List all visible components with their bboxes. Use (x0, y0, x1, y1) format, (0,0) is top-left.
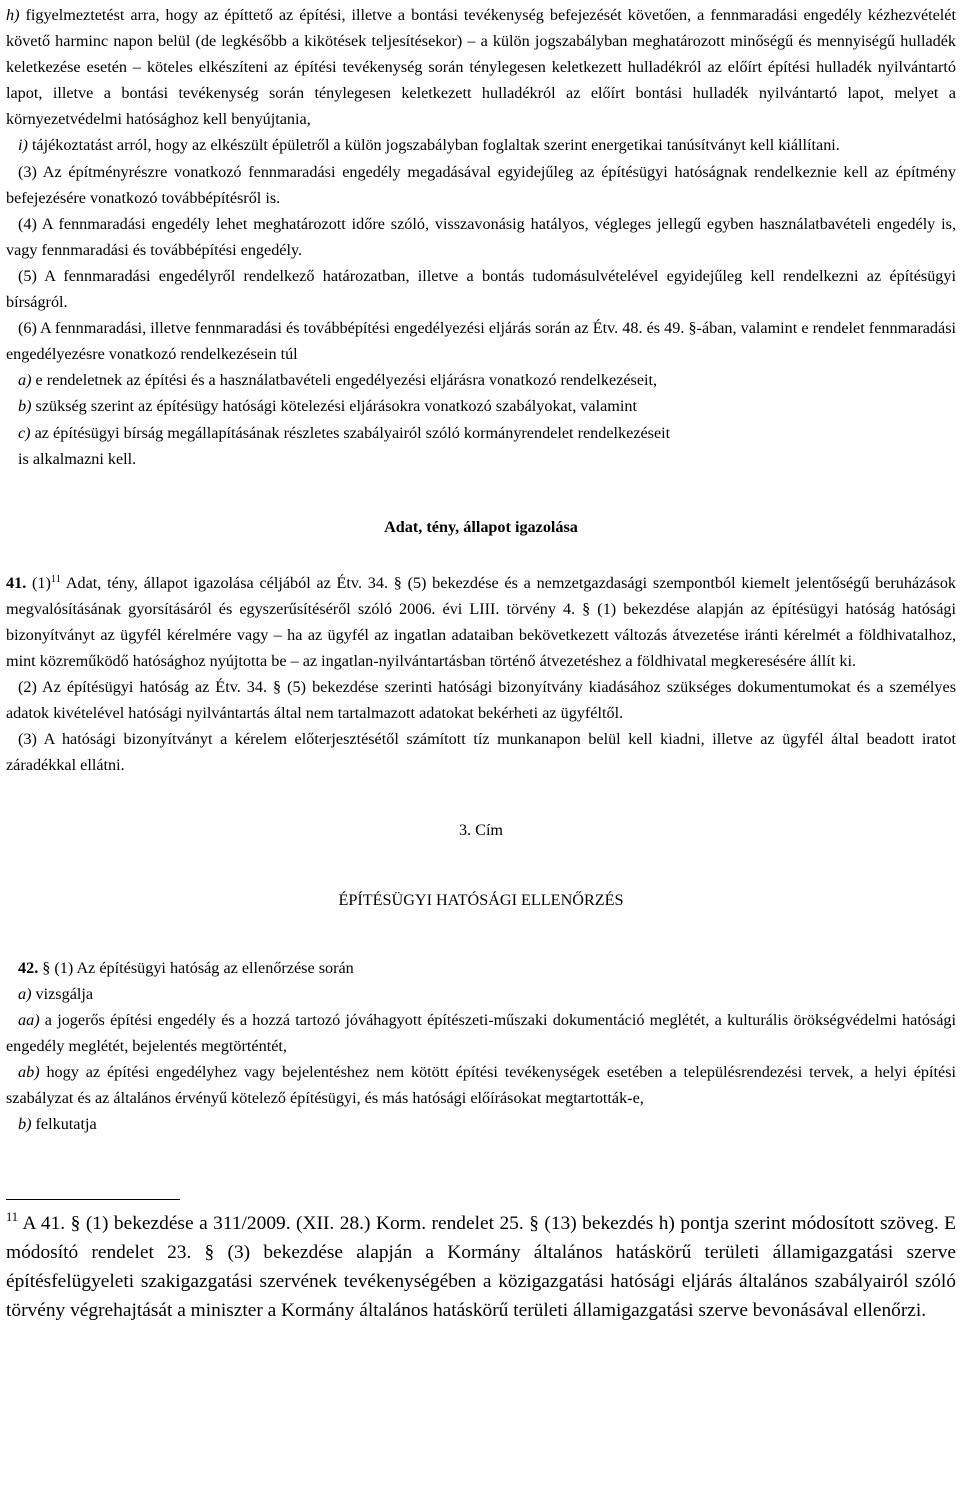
point-label: b) (18, 1115, 32, 1134)
point-label: aa) (18, 1010, 40, 1029)
footnote-reference[interactable]: 11 (50, 573, 61, 585)
point-label: a) (18, 371, 32, 390)
section-41-paragraph-1 (6, 570, 956, 674)
footnote-divider (6, 1199, 180, 1200)
point-label: c) (18, 423, 31, 442)
point-aa (6, 1007, 956, 1059)
section-number: 41. (6, 573, 27, 592)
point-text: hogy az építési engedélyhez vagy bejelentéshez nem kötött építési tevékenységek esetében a településrendezési tervek, a helyi építési szabályzat és az általános érvényű kötelező építésügyi, és más hatósági előírásokat megtartották-e, (6, 1063, 956, 1108)
point-text: a jogerős építési engedély és a hozzá tartozó jóváhagyott építészeti-műszaki dokumentáció meglétét, a kulturális örökségvédelmi hatósági engedély meglétét, bejelentés megtörténtét, (6, 1010, 956, 1055)
point-text: tájékoztatást arról, hogy az elkészült épületről a külön jogszabályban foglaltak szerint energetikai tanúsítványt kell kiállítani. (27, 136, 840, 155)
point-label: b) (18, 397, 32, 416)
point-text: vizsgálja (31, 984, 94, 1003)
point-text: az építésügyi bírság megállapításának részletes szabályairól szóló kormányrendelet rendelkezéseit (30, 423, 671, 442)
point-label: a) (18, 984, 32, 1003)
chapter-number: 3. Cím (458, 820, 504, 839)
section-number: 42. (18, 958, 39, 977)
point-label: h) (6, 6, 20, 24)
footnote-mark: 11 (6, 1210, 19, 1225)
point-a (6, 367, 956, 393)
point-text: e rendeletnek az építési és a használatbavételi engedélyezési eljárásra vonatkozó rendelkezéseit, (31, 371, 658, 390)
point-b (6, 1111, 956, 1137)
section-41-paragraph-3: (3) A hatósági bizonyítványt a kérelem előterjesztésétől számított tíz munkanapon belül kell kiadni, illetve az ügyfél által beadott iratot záradékkal ellátni. (6, 730, 956, 775)
footnote (6, 1210, 956, 1325)
paragraph-number: (1) (26, 573, 51, 592)
section-41-paragraph-2: (2) Az építésügyi hatóság az Étv. 34. § (5) bekezdése szerinti hatósági bizonyítvány kiadásához szükséges dokumentumokat és a személyes adatok kivételével hatósági nyilvántartás által nem tartalmazott adatokat bekérheti az ügyféltől. (6, 678, 956, 723)
paragraph-4: (4) A fennmaradási engedély lehet meghatározott időre szóló, visszavonásig hatályos, végleges jellegű egyben használatbavételi engedély is, vagy fennmaradási és továbbépítési engedély. (6, 214, 956, 259)
closing-line: is alkalmazni kell. (18, 449, 137, 468)
point-text: szükség szerint az építésügy hatósági kötelezési eljárásokra vonatkozó szabályokat, valamint (31, 397, 637, 416)
chapter-title: ÉPÍTÉSÜGYI HATÓSÁGI ELLENŐRZÉS (338, 890, 624, 909)
point-text: felkutatja (31, 1115, 97, 1134)
point-i (6, 132, 956, 158)
paragraph-text: § (1) Az építésügyi hatóság az ellenőrzése során (38, 958, 354, 977)
footnote-text: A 41. § (1) bekezdése a 311/2009. (XII. 28.) Korm. rendelet 25. § (13) bekezdés h) pontja szerint módosított szöveg. E módosító rendelet 23. § (3) bekezdése alapján a Kormány általános hatáskörű területi államigazgatási szerve építésfelügyeleti szakigazgatási szervének tevékenységében a közigazgatási hatósági eljárás általános szabályairól szóló törvény végrehajtását a miniszter a Kormány általános hatáskörű területi államigazgatási szerve bevonásával ellenőrzi. (6, 1213, 956, 1321)
section-heading: Adat, tény, állapot igazolása (384, 517, 578, 536)
point-a (6, 981, 956, 1007)
paragraph-6: (6) A fennmaradási, illetve fennmaradási és továbbépítési engedélyezési eljárás során az Étv. 48. és 49. §-ában, valamint e rendelet fennmaradási engedélyezésre vonatkozó rendelkezésein túl (6, 319, 956, 364)
point-b (6, 393, 956, 419)
point-text: figyelmeztetést arra, hogy az építtető az építési, illetve a bontási tevékenység befejezését követően, a fennmaradási engedély kézhezvételét követő harminc napon belül (de legkésőbb a kikötések teljesítésekor) – a külön jogszabályban meghatározott minőségű és mennyiségű hulladék keletkezése esetén – köteles elkészíteni az építési tevékenység során ténylegesen keletkezett hulladékról az előírt építési hulladék nyilvántartó lapot, illetve a bontási tevékenység során ténylegesen keletkezett hulladékról az előírt bontási hulladék nyilvántartó lapot, melyet a környezetvédelmi hatósághoz kell benyújtania, (6, 6, 956, 129)
point-label: i) (18, 136, 28, 155)
point-label: ab) (18, 1063, 40, 1082)
section-42-paragraph-1 (6, 955, 956, 981)
point-h (6, 2, 956, 132)
point-ab (6, 1059, 956, 1111)
paragraph-text: Adat, tény, állapot igazolása céljából az Étv. 34. § (5) bekezdése és a nemzetgazdasági szempontból kiemelt jelentőségű beruházások megvalósításának gyorsításáról és egyszerűsítéséről szóló 2006. évi LIII. törvény 4. § (1) bekezdése alapján az építésügyi hatóság hatósági bizonyítványt az ügyfél kérelmére vagy – ha az ügyfél az ingatlan adataiban bekövetkezett változás átvezetése iránti kérelmét a földhivatalhoz, mint közreműködő hatósághoz nyújtotta be – az ingatlan-nyilvántartásban történő átvezetéshez a földhivatal megkeresésére állít ki. (6, 573, 957, 671)
paragraph-5: (5) A fennmaradási engedélyről rendelkező határozatban, illetve a bontás tudomásulvételével egyidejűleg kell rendelkezni az építésügyi bírságról. (6, 266, 956, 312)
paragraph-3: (3) Az építményrészre vonatkozó fennmaradási engedély megadásával egyidejűleg az építésügyi hatóságnak rendelkeznie kell az építmény befejezésére vonatkozó továbbépítésről is. (6, 162, 956, 207)
point-c (6, 420, 956, 446)
